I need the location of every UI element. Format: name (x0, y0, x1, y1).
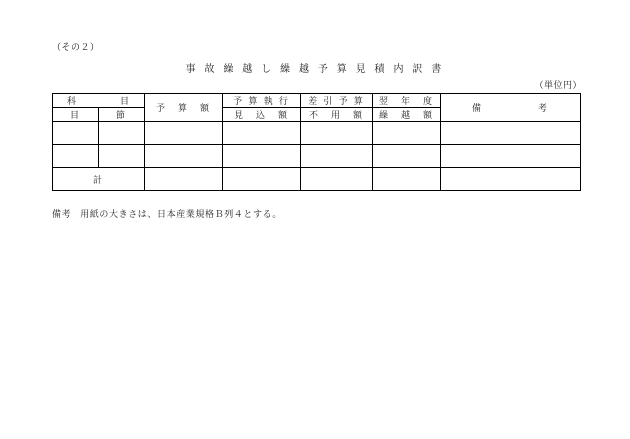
total-execution-estimate[interactable] (223, 168, 301, 191)
header-kamoku-moku-sub: 目 (53, 108, 99, 122)
table-row (53, 122, 581, 145)
header-kamoku-moku: 目 (119, 96, 130, 106)
form-number: （その２） (52, 42, 100, 52)
cell-setsu[interactable] (99, 145, 145, 168)
budget-breakdown-table (52, 93, 581, 191)
total-unused-budget[interactable] (301, 168, 373, 191)
cell-remarks[interactable] (441, 145, 581, 168)
cell-carryover[interactable] (373, 122, 441, 145)
table-total-row (53, 168, 581, 191)
cell-moku[interactable] (53, 145, 99, 168)
cell-budget-amount[interactable] (145, 145, 223, 168)
cell-carryover[interactable] (373, 145, 441, 168)
header-execution-estimate-line2: 見 込 額 (223, 108, 301, 122)
header-unused-budget-line1: 差 引 予 算 (301, 94, 373, 108)
total-label (53, 168, 145, 191)
total-budget-amount[interactable] (145, 168, 223, 191)
header-budget-amount: 予 算 額 (145, 94, 223, 122)
total-carryover[interactable] (373, 168, 441, 191)
page-title: 事 故 繰 越 し 繰 越 予 算 見 積 内 訳 書 (185, 64, 445, 75)
cell-setsu[interactable] (99, 122, 145, 145)
footnote-label: 備考 (52, 209, 72, 219)
unit-note: （単位円） (534, 80, 582, 90)
total-label-text: 計 (92, 174, 104, 185)
header-kamoku-setsu-sub: 節 (99, 108, 145, 122)
footnote-text: 用紙の大きさは、日本産業規格Ｂ列４とする。 (80, 209, 282, 219)
cell-execution-estimate[interactable] (223, 145, 301, 168)
header-kamoku-group (53, 94, 145, 108)
header-execution-estimate-line1: 予 算 執 行 (223, 94, 301, 108)
header-carryover-next-year-line1: 翌 年 度 (373, 94, 441, 108)
cell-remarks[interactable] (441, 122, 581, 145)
total-remarks[interactable] (441, 168, 581, 191)
cell-execution-estimate[interactable] (223, 122, 301, 145)
footnote (52, 207, 282, 220)
header-kamoku-ka: 科 (67, 96, 78, 106)
cell-budget-amount[interactable] (145, 122, 223, 145)
header-carryover-next-year-line2: 繰 越 額 (373, 108, 441, 122)
table-header-row-1 (53, 94, 581, 108)
cell-unused-budget[interactable] (301, 122, 373, 145)
cell-unused-budget[interactable] (301, 145, 373, 168)
header-unused-budget-line2: 不 用 額 (301, 108, 373, 122)
table-row (53, 145, 581, 168)
header-remarks: 備 考 (441, 94, 581, 122)
cell-moku[interactable] (53, 122, 99, 145)
